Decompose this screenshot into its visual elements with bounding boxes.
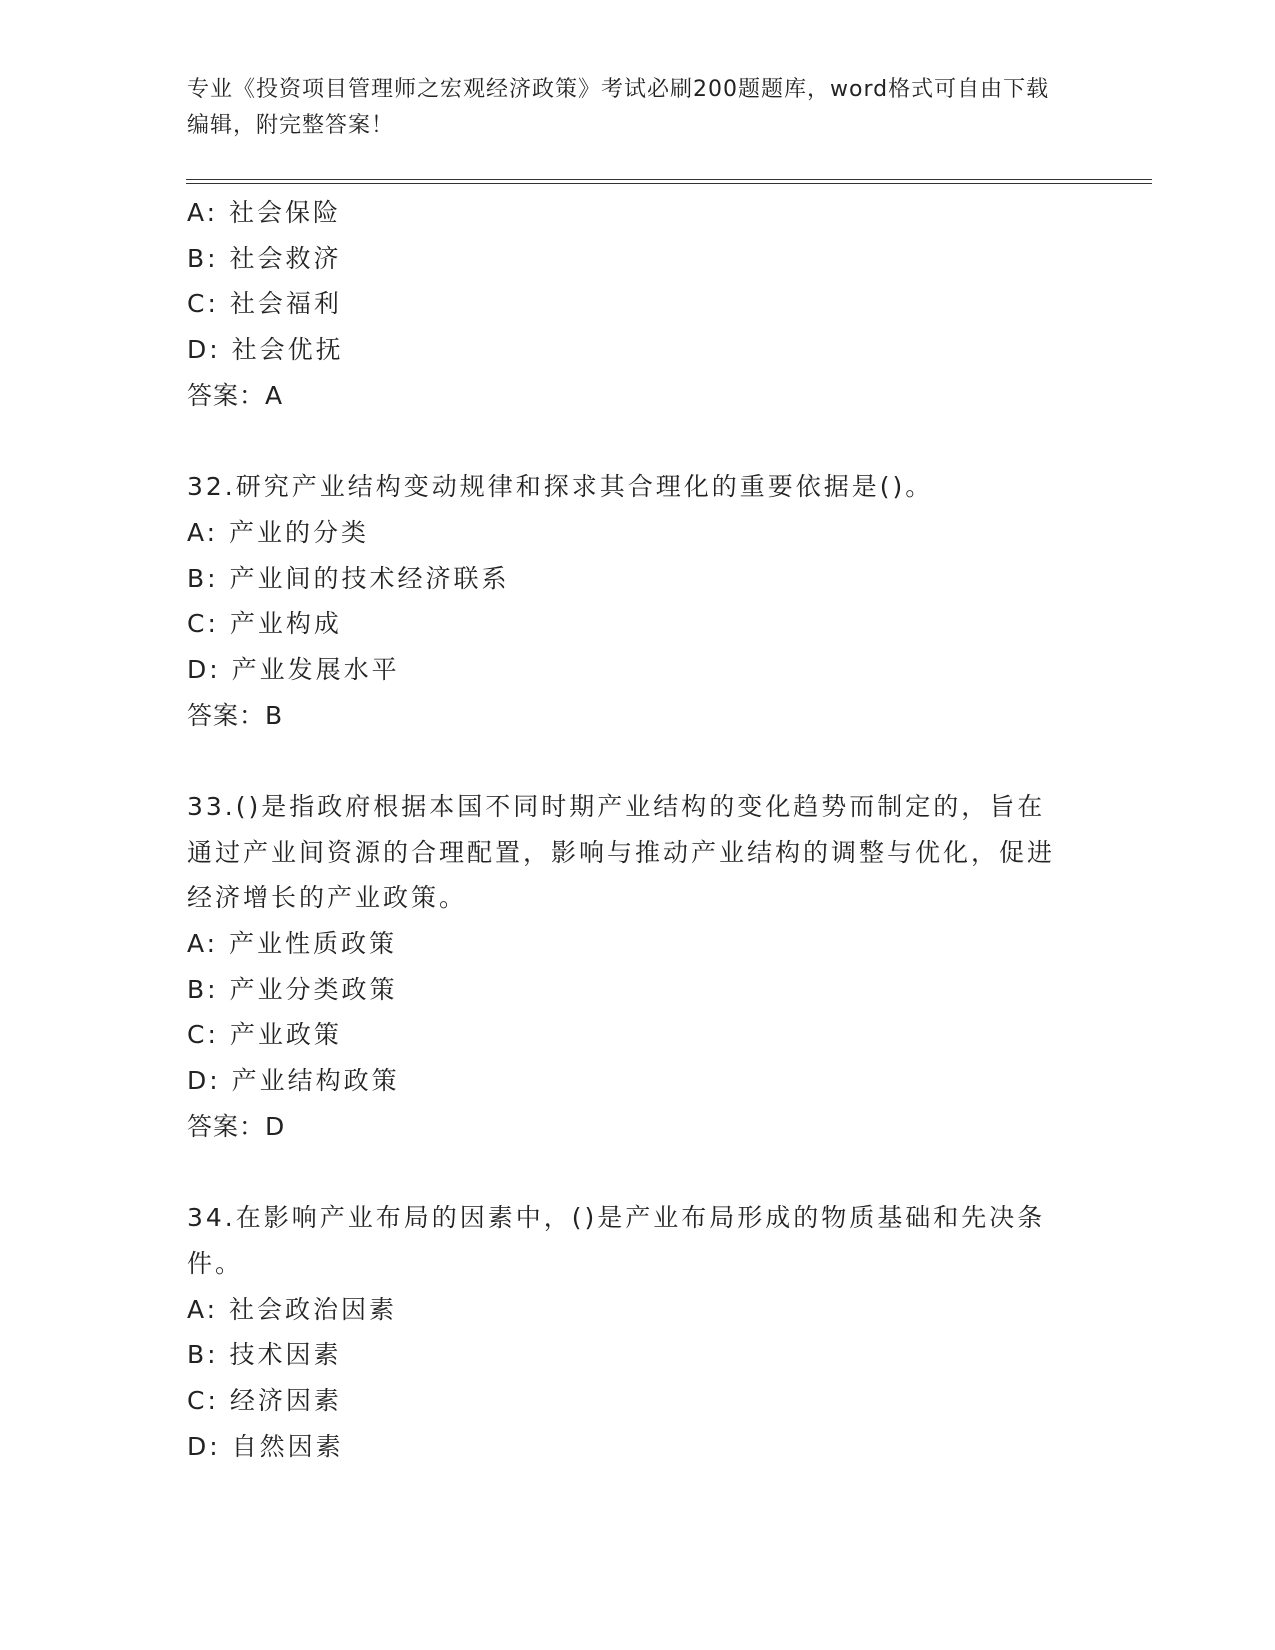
question-34 [187,1195,1087,1469]
spacer [187,418,1087,464]
question-list [187,190,1087,1469]
question-stem: 33.()是指政府根据本国不同时期产业结构的变化趋势而制定的，旨在通过产业间资源的合理配置，影响与推动产业结构的调整与优化，促进经济增长的产业政策。 [187,791,1056,913]
option-c: C: 经济因素 [187,1385,342,1415]
option-a: A: 产业性质政策 [187,929,398,959]
answer: 答案：A [187,380,284,410]
question-stem: 32.研究产业结构变动规律和探求其合理化的重要依据是()。 [187,472,934,502]
header-divider-bottom [186,183,1152,184]
answer: 答案：B [187,700,284,730]
question-31 [187,190,1087,418]
option-c: C: 产业构成 [187,609,342,639]
answer: 答案：D [187,1111,286,1141]
option-b: B: 产业分类政策 [187,974,398,1004]
question-32 [187,464,1087,738]
option-d: D: 自然因素 [187,1431,344,1461]
option-b: B: 技术因素 [187,1340,342,1370]
option-b: B: 社会救济 [187,243,342,273]
document-header: 专业《投资项目管理师之宏观经济政策》考试必刷200题题库，word格式可自由下载编辑，附完整答案！ [187,77,1050,138]
question-33 [187,784,1087,1150]
option-d: D: 产业结构政策 [187,1066,400,1096]
header-divider-top [186,179,1152,180]
option-a: A: 社会保险 [187,198,342,227]
option-d: D: 社会优抚 [187,335,344,365]
spacer [187,1150,1087,1196]
option-b: B: 产业间的技术经济联系 [187,563,510,593]
option-d: D: 产业发展水平 [187,654,400,684]
option-c: C: 产业政策 [187,1020,342,1050]
option-a: A: 社会政治因素 [187,1294,398,1324]
option-a: A: 产业的分类 [187,517,370,547]
question-stem: 34.在影响产业布局的因素中，()是产业布局形成的物质基础和先决条件。 [187,1203,1046,1278]
spacer [187,738,1087,784]
option-c: C: 社会福利 [187,289,342,319]
